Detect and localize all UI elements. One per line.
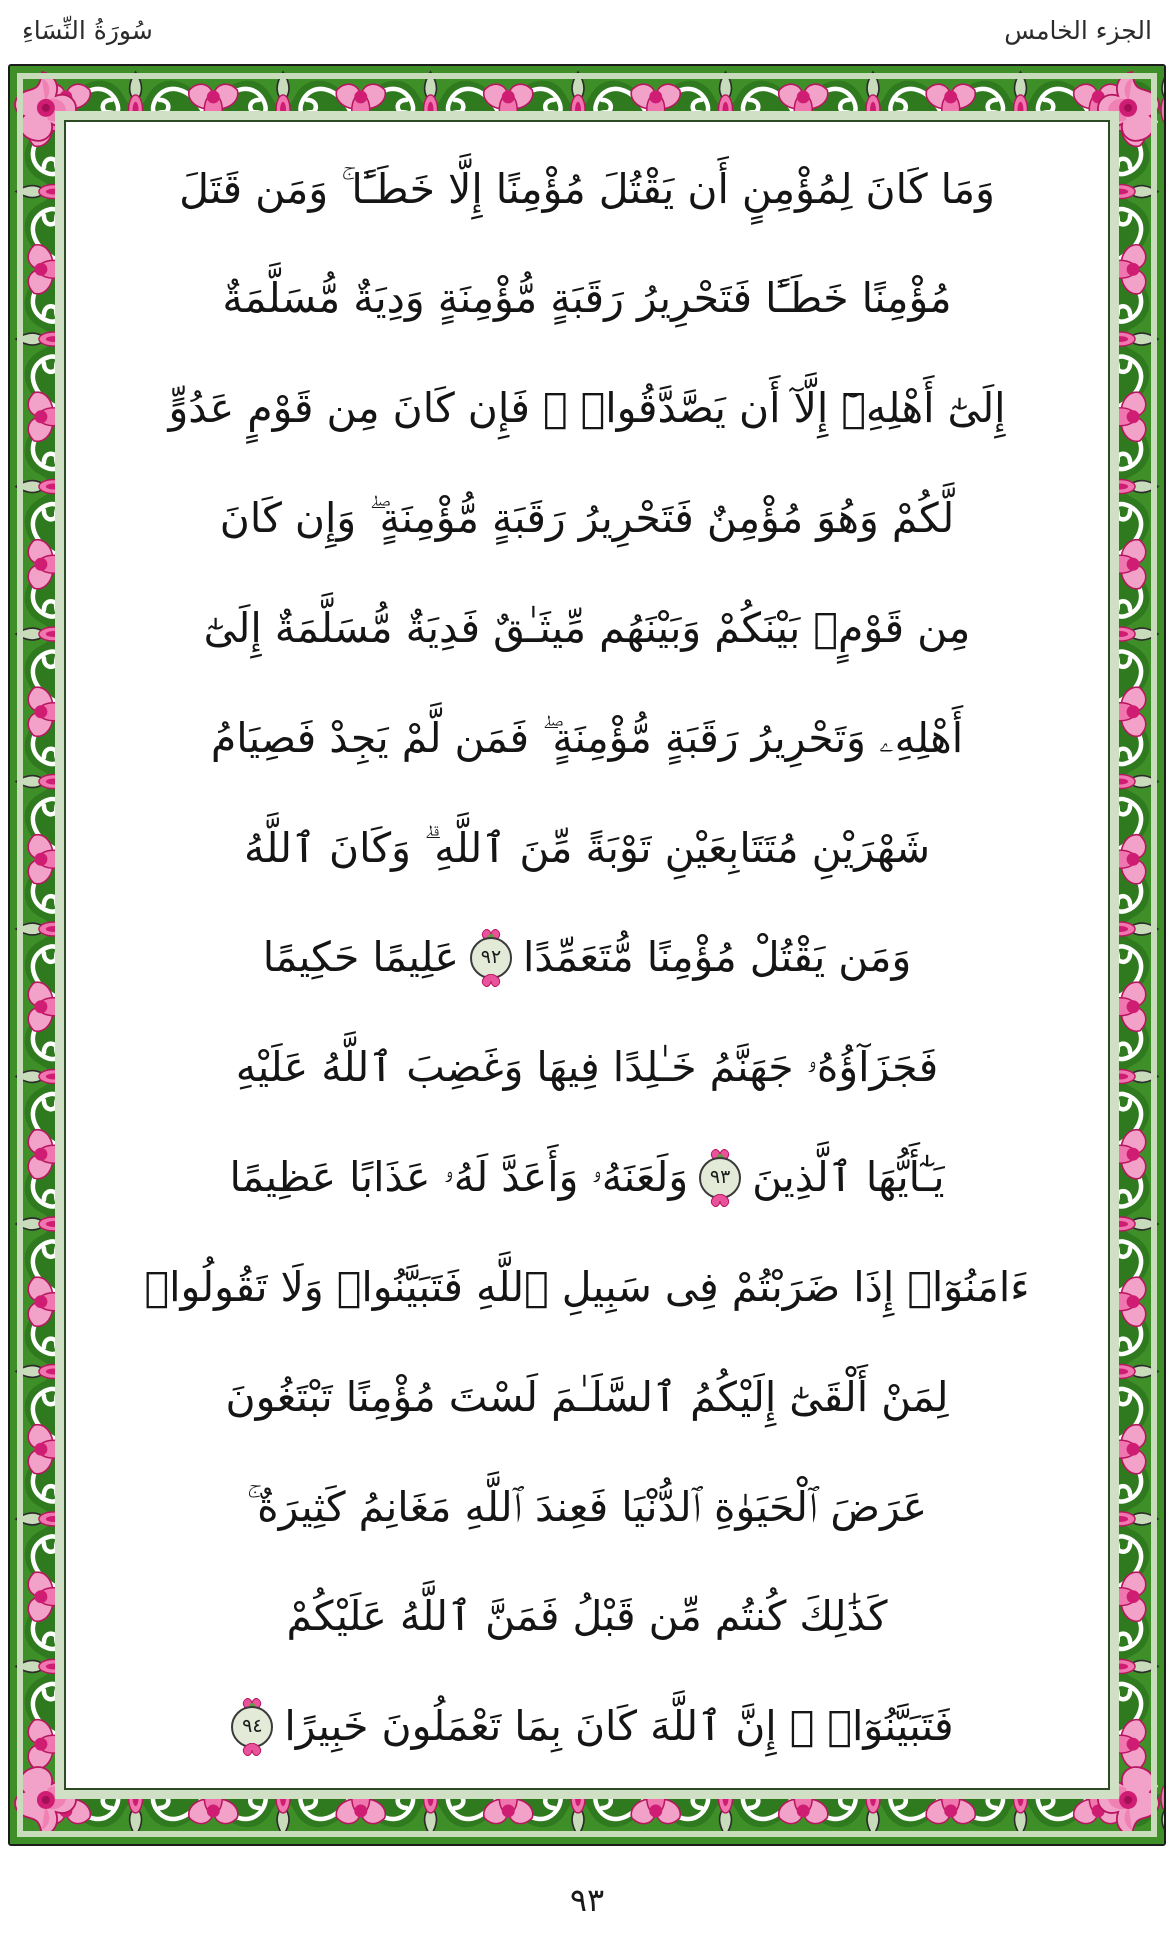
ayah-marker-93 [697,1151,743,1205]
quran-line-text: مِن قَوْمٍۭ بَيْنَكُمْ وَبَيْنَهُم مِّيثَـٰقٌ فَدِيَةٌ مُّسَلَّمَةٌ إِلَىٰٓ [203,603,971,652]
quran-line-text: ءَامَنُوٓا۟ إِذَا ضَرَبْتُمْ فِى سَبِيلِ ٱللَّهِ فَتَبَيَّنُوا۟ وَلَا تَقُولُوا۟ [144,1262,1030,1311]
quran-line-text: فَجَزَآؤُهُۥ جَهَنَّمُ خَـٰلِدًا فِيهَا وَغَضِبَ ٱللَّهُ عَلَيْهِ [235,1043,939,1092]
medallion-oval [231,1706,273,1748]
quran-line-text: كَذَٰلِكَ كُنتُم مِّن قَبْلُ فَمَنَّ ٱللَّهُ عَلَيْكُمْ [286,1592,888,1641]
ayah-marker-92 [468,931,514,985]
quran-line [82,1674,1092,1780]
ayah-number: ٩٤ [242,1715,263,1738]
quran-line-text: لِمَنْ أَلْقَىٰٓ إِلَيْكُمُ ٱلسَّلَـٰمَ لَسْتَ مُؤْمِنًا تَبْتَغُونَ [225,1372,949,1421]
quran-line-text: إِلَىٰٓ أَهْلِهِۦٓ إِلَّآ أَن يَصَّدَّقُوا۟ ۚ فَإِن كَانَ مِن قَوْمٍ عَدُوٍّ [168,384,1006,433]
quran-line [82,575,1092,681]
ayah-number: ٩٣ [709,1166,731,1189]
quran-line [82,136,1092,242]
quran-line-text: عَرَضَ ٱلْحَيَوٰةِ ٱلدُّنْيَا فَعِندَ ٱللَّهِ مَغَانِمُ كَثِيرَةٌ ۚ [246,1482,928,1531]
ayah-marker-94 [229,1700,275,1754]
quran-line-text: شَهْرَيْنِ مُتَتَابِعَيْنِ تَوْبَةً مِّنَ ٱللَّهِ ۗ وَكَانَ ٱللَّهُ [243,823,931,872]
quran-line [82,795,1092,901]
quran-line-text-after: يَـٰٓأَيُّهَا ٱلَّذِينَ [752,1153,945,1202]
medallion-petal-bottom [480,974,502,987]
quran-line-text-before: عَلِيمًا حَكِيمًا [262,933,459,982]
quran-line-text-before: وَلَعَنَهُۥ وَأَعَدَّ لَهُۥ عَذَابًا عَظِيمًا [229,1153,689,1202]
quran-line-text: وَمَا كَانَ لِمُؤْمِنٍ أَن يَقْتُلَ مُؤْمِنًا إِلَّا خَطَـًٔا ۚ وَمَن قَتَلَ [179,164,995,213]
quran-text-body [66,122,1108,1788]
quran-line [82,685,1092,791]
quran-line [82,246,1092,352]
juz-label: الجزء الخامس [1004,15,1152,45]
quran-line [82,1454,1092,1560]
quran-line-text: مُؤْمِنًا خَطَـًٔا فَتَحْرِيرُ رَقَبَةٍ مُّؤْمِنَةٍ وَدِيَةٌ مُّسَلَّمَةٌ [222,274,952,323]
quran-line [82,1015,1092,1121]
quran-line [82,356,1092,462]
quran-line [82,1564,1092,1670]
medallion-oval [699,1157,741,1199]
quran-line [82,466,1092,572]
medallion-oval [470,937,512,979]
page-number: ٩٣ [569,1881,605,1919]
quran-line [82,1234,1092,1340]
quran-line [82,1344,1092,1450]
ayah-number: ٩٢ [480,946,502,969]
page-header [0,0,1174,60]
quran-line-text: أَهْلِهِۦ وَتَحْرِيرُ رَقَبَةٍ مُّؤْمِنَةٍ ۖ فَمَن لَّمْ يَجِدْ فَصِيَامُ [210,713,964,762]
quran-line [82,905,1092,1011]
quran-line-text-after: فَتَبَيَّنُوٓا۟ ۚ إِنَّ ٱللَّهَ كَانَ بِمَا تَعْمَلُونَ خَبِيرًا [284,1702,954,1751]
quran-line-text: لَّكُمْ وَهُوَ مُؤْمِنٌ فَتَحْرِيرُ رَقَبَةٍ مُّؤْمِنَةٍ ۖ وَإِن كَانَ [219,494,955,543]
quran-line [82,1125,1092,1231]
medallion-petal-bottom [709,1194,731,1207]
quran-line-text-after: وَمَن يَقْتُلْ مُؤْمِنًا مُّتَعَمِّدًا [522,933,912,982]
surah-label: سُورَةُ النِّسَاءِ [22,15,153,45]
medallion-petal-bottom [241,1743,263,1756]
